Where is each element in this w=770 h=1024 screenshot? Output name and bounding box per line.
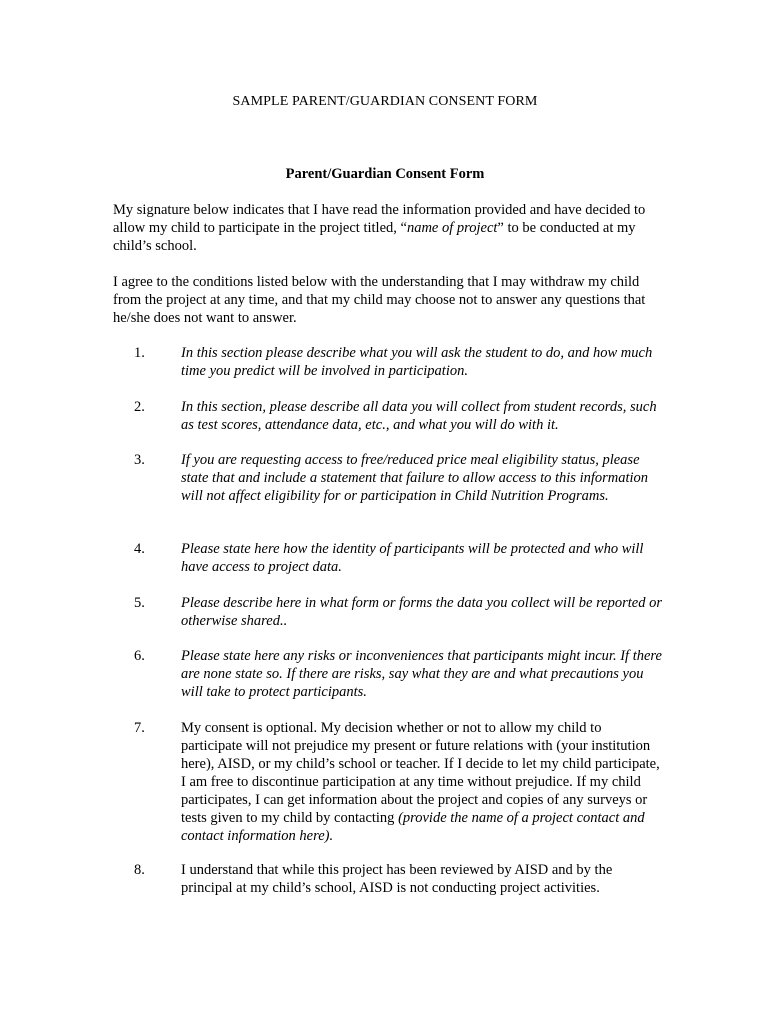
list-item-number: 4. [134, 541, 145, 557]
intro-text-part1: My signature below indicates that I have read the information provided and have decided to allow my child to participate in the project titled, “ [113, 202, 646, 236]
list-item-text [181, 719, 663, 845]
intro-text-part2: ” to be conducted at my child’s school. [113, 220, 636, 254]
list-item-text: Please describe here in what form or forms the data you collect will be reported or otherwise shared.. [181, 595, 662, 629]
intro-paragraph [113, 201, 661, 255]
form-title: Parent/Guardian Consent Form [285, 166, 485, 182]
consent-text: My consent is optional. My decision whether or not to allow my child to participate will not prejudice my present or future relations with (your institution here), AISD, or my child’s school or teacher. If I decide to let my child participate, I am free to discontinue participation at any time without prejudice. If my child participates, I can get information about the project and copies of any surveys or tests given to my child by contacting [181, 720, 660, 826]
conditions-paragraph: I agree to the conditions listed below with the understanding that I may withdraw my child from the project at any time, and that my child may choose not to answer any questions that he/she does not want to answer. [113, 274, 646, 326]
list-item-text: Please state here how the identity of participants will be protected and who will have access to project data. [181, 541, 644, 575]
list-item-number: 3. [134, 452, 145, 468]
list-item-number: 6. [134, 648, 145, 664]
list-item-text: If you are requesting access to free/reduced price meal eligibility status, please state that and include a statement that failure to allow access to this information will not affect eligibility for or participation in Child Nutrition Programs. [181, 452, 649, 504]
header-title: SAMPLE PARENT/GUARDIAN CONSENT FORM [232, 94, 538, 109]
list-item-text: In this section please describe what you will ask the student to do, and how much time you predict will be involved in participation. [181, 345, 653, 379]
list-item-number: 7. [134, 720, 145, 736]
list-item-number: 8. [134, 862, 145, 878]
list-item-number: 1. [134, 345, 145, 361]
list-item-number: 5. [134, 595, 145, 611]
list-item-text: Please state here any risks or inconveniences that participants might incur. If there are none state so. If there are risks, say what they are and what precautions you will take to protect participants. [181, 648, 662, 700]
list-item-number: 2. [134, 399, 145, 415]
list-item-text: I understand that while this project has been reviewed by AISD and by the principal at my child’s school, AISD is not conducting project activities. [181, 862, 613, 896]
list-item-text: In this section, please describe all data you will collect from student records, such as test scores, attendance data, etc., and what you will do with it. [181, 399, 657, 433]
project-name-placeholder: name of project [406, 220, 498, 236]
contact-placeholder: (provide the name of a project contact and contact information here). [181, 810, 645, 844]
